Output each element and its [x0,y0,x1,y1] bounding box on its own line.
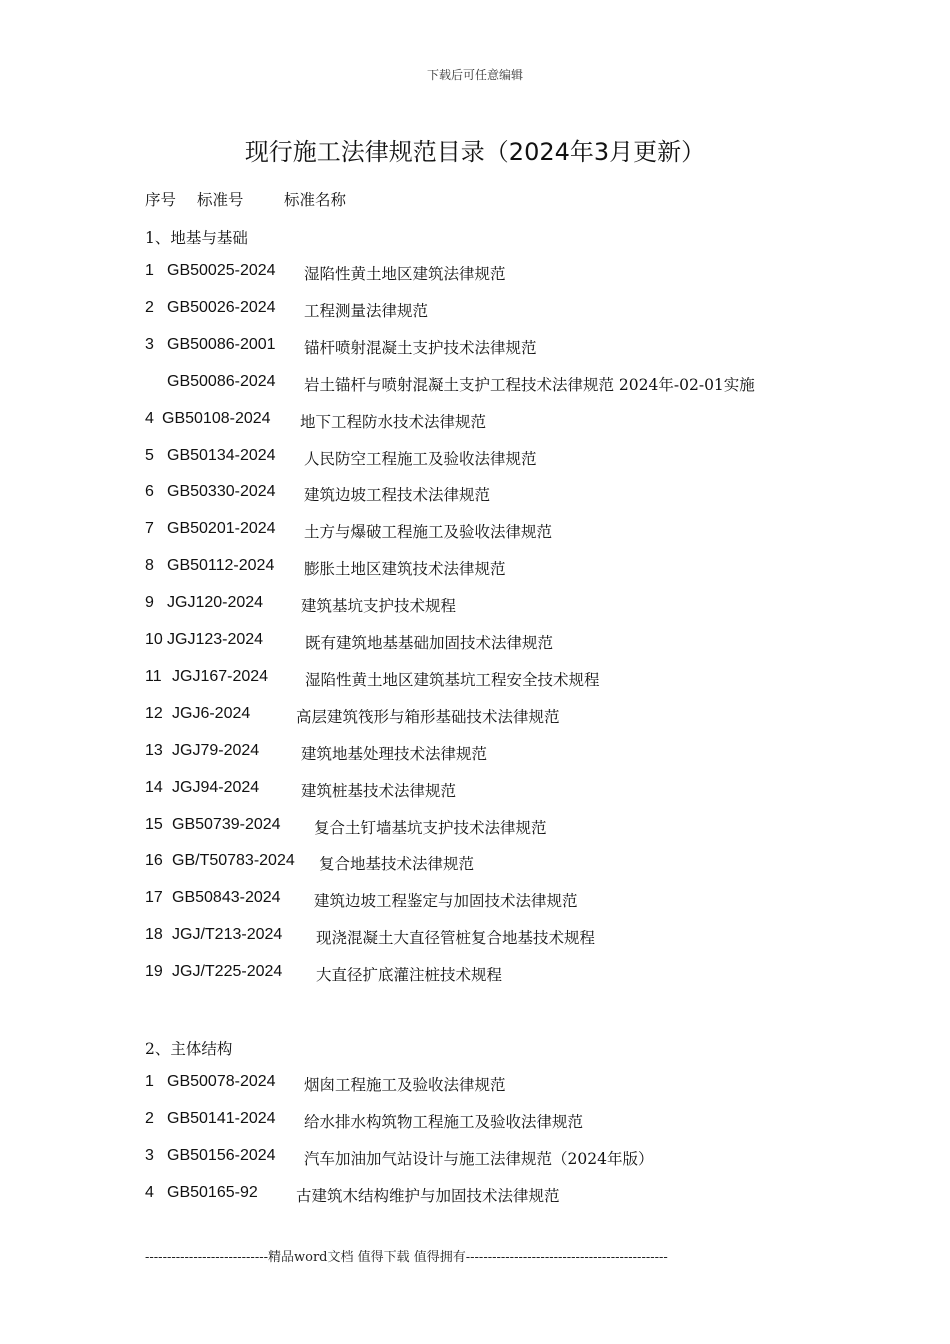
item-seq: 16 [145,852,163,869]
item-standard-code: GB50141-2024 [167,1110,276,1127]
item-standard-code: GB50739-2024 [172,816,281,833]
item-standard-code: JGJ123-2024 [167,631,264,648]
item-standard-code: GB/T50783-2024 [172,852,295,869]
document-title: 现行施工法律规范目录（2024年3月更新） [244,138,706,166]
item-standard-name: 湿陷性黄土地区建筑基坑工程安全技术规程 [305,671,600,689]
item-seq: 1 [145,1073,154,1090]
item-standard-name: 汽车加油加气站设计与施工法律规范（2024年版） [304,1150,654,1168]
item-standard-name: 锚杆喷射混凝土支护技术法律规范 [304,339,537,357]
item-standard-code: GB50086-2024 [167,373,276,390]
item-standard-name: 烟囱工程施工及验收法律规范 [304,1076,506,1094]
item-standard-code: JGJ167-2024 [172,668,269,685]
item-standard-code: JGJ94-2024 [172,779,260,796]
item-standard-name: 给水排水构筑物工程施工及验收法律规范 [304,1113,584,1131]
item-seq: 4 [145,410,154,427]
item-seq: 1 [145,262,154,279]
item-standard-name: 建筑基坑支护技术规程 [301,597,457,615]
item-seq: 17 [145,889,163,906]
item-seq: 14 [145,779,163,796]
item-standard-name: 建筑边坡工程技术法律规范 [304,486,491,504]
header-note: 下载后可任意编辑 [426,68,523,82]
item-standard-code: GB50026-2024 [167,299,276,316]
item-seq: 7 [145,520,154,537]
column-header-name: 标准名称 [284,191,347,209]
item-standard-name: 既有建筑地基基础加固技术法律规范 [305,634,554,652]
item-standard-code: GB50112-2024 [167,557,275,574]
item-standard-name: 工程测量法律规范 [304,302,429,320]
item-seq: 5 [145,447,154,464]
item-standard-name: 人民防空工程施工及验收法律规范 [304,450,537,468]
item-seq: 4 [145,1184,154,1201]
item-standard-name: 大直径扩底灌注桩技术规程 [316,966,503,984]
item-seq: 9 [145,594,154,611]
item-standard-name: 湿陷性黄土地区建筑法律规范 [304,265,506,283]
footer-note: ----------------------------精品word文档 值得下载 值得拥有---------------------------------------------- [145,1250,668,1265]
item-standard-name: 建筑桩基技术法律规范 [301,782,457,800]
item-standard-code: JGJ6-2024 [172,705,251,722]
item-standard-code: GB50330-2024 [167,483,276,500]
item-seq: 8 [145,557,154,574]
item-standard-name: 建筑边坡工程鉴定与加固技术法律规范 [314,892,578,910]
item-seq: 10 [145,631,163,648]
item-standard-code: GB50165-92 [167,1184,258,1201]
item-seq: 2 [145,299,154,316]
item-standard-name: 膨胀土地区建筑技术法律规范 [304,560,506,578]
item-standard-code: JGJ79-2024 [172,742,260,759]
item-standard-code: JGJ/T213-2024 [172,926,283,943]
column-header-code: 标准号 [197,191,244,209]
item-seq: 3 [145,1147,154,1164]
item-standard-name: 岩土锚杆与喷射混凝土支护工程技术法律规范 2024年-02-01实施 [304,376,755,394]
item-standard-code: GB50156-2024 [167,1147,276,1164]
item-seq: 18 [145,926,163,943]
section-heading: 1、地基与基础 [145,229,248,247]
item-standard-code: GB50078-2024 [167,1073,276,1090]
item-standard-name: 古建筑木结构维护与加固技术法律规范 [296,1187,560,1205]
item-seq: 11 [145,668,162,685]
section-heading: 2、主体结构 [145,1040,233,1058]
item-standard-name: 复合地基技术法律规范 [319,855,475,873]
item-standard-name: 高层建筑筏形与箱形基础技术法律规范 [296,708,560,726]
item-seq: 15 [145,816,163,833]
item-seq: 12 [145,705,163,722]
item-standard-name: 建筑地基处理技术法律规范 [301,745,488,763]
item-standard-name: 现浇混凝土大直径管桩复合地基技术规程 [316,929,596,947]
item-standard-code: JGJ/T225-2024 [172,963,283,980]
item-standard-code: GB50108-2024 [162,410,271,427]
item-standard-code: GB50134-2024 [167,447,276,464]
item-seq: 19 [145,963,163,980]
item-standard-code: GB50843-2024 [172,889,281,906]
item-standard-name: 土方与爆破工程施工及验收法律规范 [304,523,553,541]
item-seq: 3 [145,336,154,353]
item-standard-code: GB50201-2024 [167,520,276,537]
item-seq: 6 [145,483,154,500]
item-standard-code: JGJ120-2024 [167,594,264,611]
item-standard-name: 地下工程防水技术法律规范 [300,413,487,431]
column-header-seq: 序号 [145,191,177,209]
item-standard-code: GB50086-2001 [167,336,276,353]
item-standard-code: GB50025-2024 [167,262,276,279]
item-standard-name: 复合土钉墙基坑支护技术法律规范 [314,819,547,837]
item-seq: 2 [145,1110,154,1127]
item-seq: 13 [145,742,163,759]
